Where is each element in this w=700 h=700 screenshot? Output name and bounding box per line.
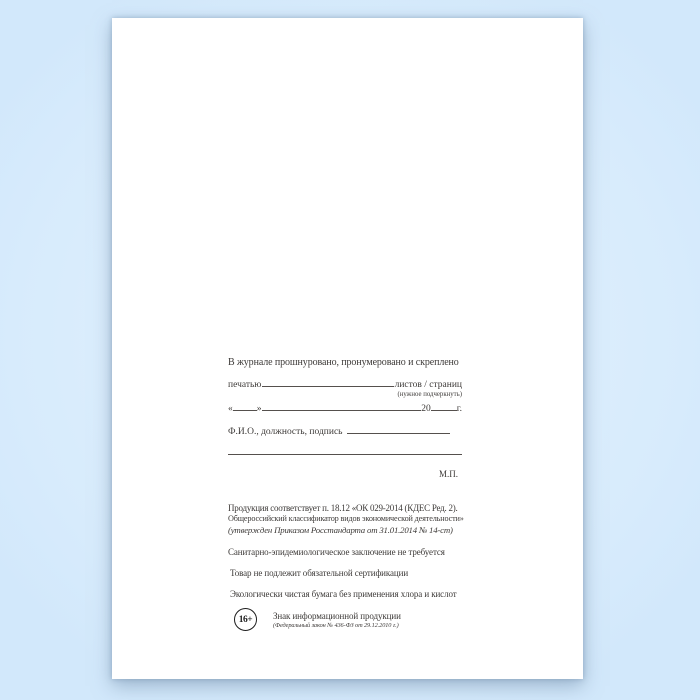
blank-day-line bbox=[233, 410, 257, 411]
age-rating-badge bbox=[234, 608, 257, 631]
binding-statement: В журнале прошнуровано, пронумеровано и скреплено bbox=[228, 357, 459, 368]
date-close-quote: » bbox=[256, 404, 262, 414]
date-open-quote: « bbox=[228, 404, 233, 414]
sheets-suffix-label: листов / страниц bbox=[394, 380, 462, 390]
age-mark-title: Знак информационной продукции bbox=[273, 611, 401, 621]
age-mark-row bbox=[234, 608, 401, 631]
compliance-line-2: Общероссийский классификатор видов экономической деятельности» bbox=[228, 514, 464, 523]
blank-year-line bbox=[431, 410, 457, 411]
fio-label: Ф.И.О., должность, подпись bbox=[228, 427, 343, 437]
sheets-row bbox=[228, 380, 462, 390]
year-prefix-label: 20 bbox=[421, 404, 431, 414]
blank-fill-line bbox=[262, 386, 393, 387]
fio-row bbox=[228, 427, 450, 437]
eco-paper-statement: Экологически чистая бумага без применения хлора и кислот bbox=[230, 589, 457, 599]
blank-fio-line bbox=[347, 433, 451, 434]
year-suffix-label: г. bbox=[456, 404, 462, 414]
certification-statement: Товар не подлежит обязательной сертификации bbox=[230, 568, 409, 578]
compliance-line-3: (утвержден Приказом Росстандарта от 31.01.2014 № 14-ст) bbox=[228, 525, 453, 535]
stamp-place-abbr: М.П. bbox=[438, 469, 458, 479]
sheets-prefix-label: печатью bbox=[228, 380, 262, 390]
underline-note: (нужное подчеркнуть) bbox=[397, 391, 462, 398]
document-page bbox=[112, 18, 583, 679]
age-mark-text bbox=[273, 608, 401, 629]
date-row bbox=[228, 404, 462, 414]
age-rating-label: 16+ bbox=[238, 614, 253, 625]
blank-month-line bbox=[262, 410, 422, 411]
age-mark-law-reference: (Федеральный закон № 436-ФЗ от 29.12.2010 г.) bbox=[273, 622, 399, 629]
sanitary-statement: Санитарно-эпидемиологическое заключение не требуется bbox=[228, 547, 445, 557]
compliance-line-1: Продукция соответствует п. 18.12 «ОК 029-2014 (КДЕС Ред. 2). bbox=[228, 503, 458, 513]
signature-blank-line bbox=[228, 454, 462, 455]
